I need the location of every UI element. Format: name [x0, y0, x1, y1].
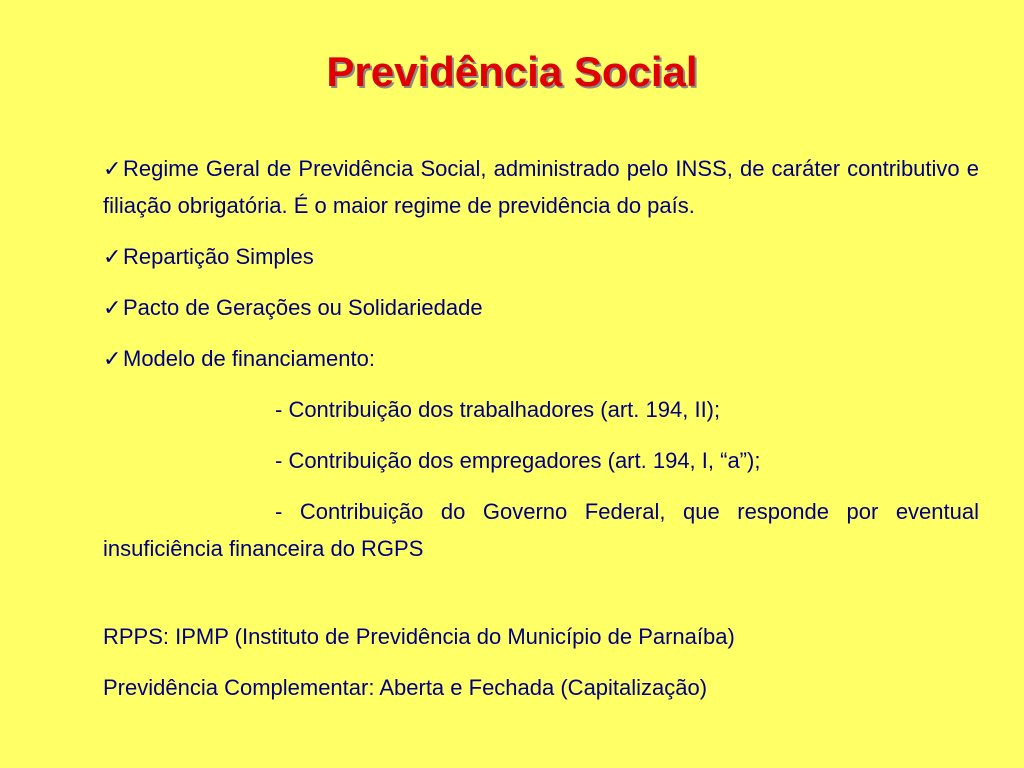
bullet-reparticao	[103, 238, 979, 275]
financing-item-trabalhadores: - Contribuição dos trabalhadores (art. 194, II);	[275, 397, 721, 422]
bullet-text: Regime Geral de Previdência Social, administrado pelo INSS, de caráter contributivo e filiação obrigatória. É o maior regime de previdência do país.	[103, 156, 979, 218]
slide-content	[103, 150, 979, 720]
footer-line-rpps: RPPS: IPMP (Instituto de Previdência do Município de Parnaíba)	[103, 624, 735, 649]
slide-title: Previdência Social	[326, 48, 698, 95]
bullet-text: Modelo de financiamento:	[123, 346, 375, 371]
bullet-regime-geral	[103, 150, 979, 224]
bullet-text: Pacto de Gerações ou Solidariedade	[123, 295, 483, 320]
checkmark-icon: ✓	[103, 295, 122, 320]
checkmark-icon: ✓	[103, 156, 122, 181]
bullet-modelo	[103, 340, 979, 377]
bullet-text: Repartição Simples	[123, 244, 314, 269]
footer-line-complementar: Previdência Complementar: Aberta e Fechada (Capitalização)	[103, 675, 708, 700]
bullet-pacto	[103, 289, 979, 326]
checkmark-icon: ✓	[103, 244, 122, 269]
financing-item-governo: - Contribuição do Governo Federal, que responde por eventual insuficiência financeira do RGPS	[103, 499, 979, 561]
spacer	[103, 581, 979, 618]
checkmark-icon: ✓	[103, 346, 122, 371]
financing-item-empregadores: - Contribuição dos empregadores (art. 194, I, “a”);	[275, 448, 761, 473]
